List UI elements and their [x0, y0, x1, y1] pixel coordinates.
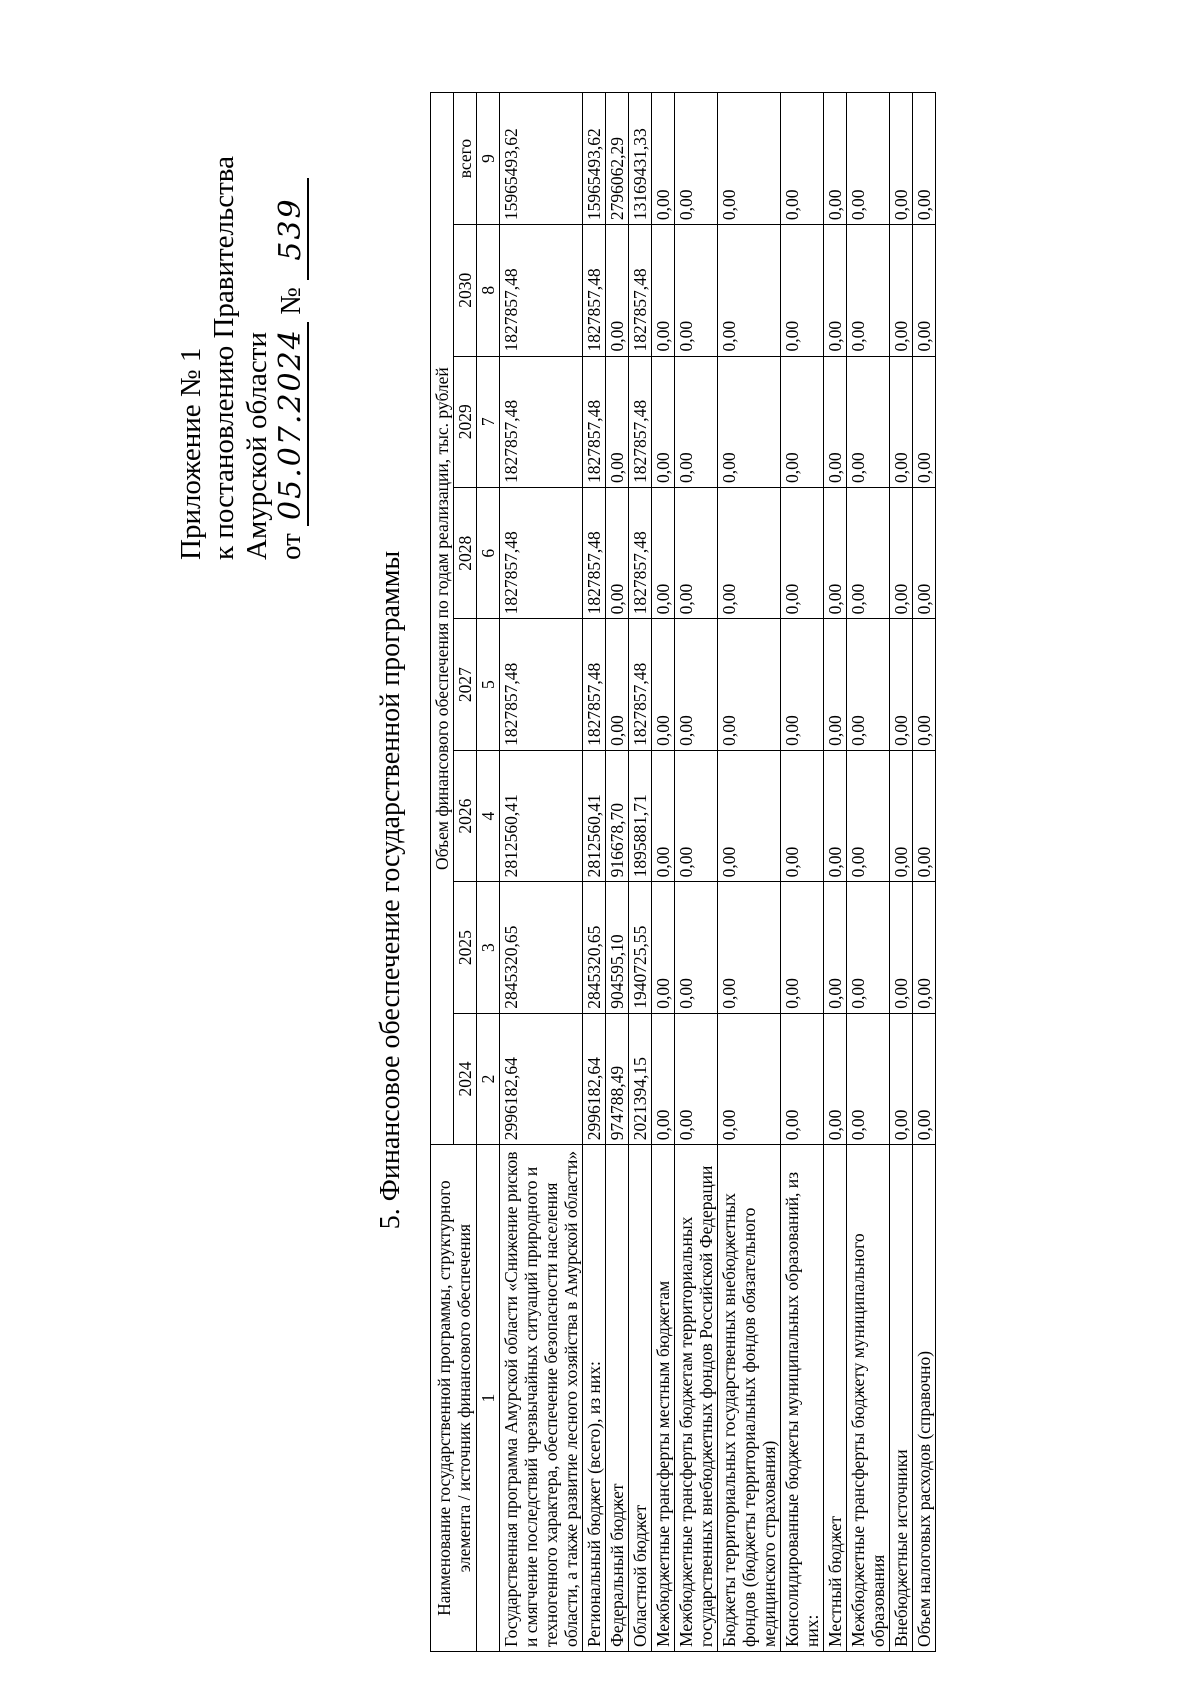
row-value: 2996182,64: [583, 1013, 606, 1144]
row-value: 0,00: [913, 750, 936, 881]
row-value: 916678,70: [606, 750, 629, 881]
row-value: 0,00: [824, 356, 847, 487]
row-value: 1827857,48: [583, 619, 606, 750]
table-row: [847, 93, 890, 1652]
row-value: 1827857,48: [629, 225, 652, 356]
row-label: Межбюджетные трансферты местным бюджетам: [652, 1145, 675, 1652]
row-value: 13169431,33: [629, 93, 652, 225]
handwritten-number: 539: [274, 178, 309, 280]
row-label: Консолидированные бюджеты муниципальных образований, из них:: [781, 1145, 824, 1652]
table-header-row: [431, 93, 454, 1652]
row-value: 15965493,62: [583, 93, 606, 225]
row-label: Областной бюджет: [629, 1145, 652, 1652]
row-value: 0,00: [847, 487, 890, 618]
row-value: 0,00: [606, 487, 629, 618]
table-row: [606, 93, 629, 1652]
row-value: 0,00: [781, 882, 824, 1013]
column-number: 7: [477, 356, 500, 487]
row-value: 1827857,48: [629, 487, 652, 618]
year-header: 2024: [454, 1013, 477, 1144]
row-value: 2845320,65: [583, 882, 606, 1013]
section-title: 5. Финансовое обеспечение государственной программы: [375, 550, 406, 1230]
row-value: 1827857,48: [500, 225, 583, 356]
year-header: 2030: [454, 225, 477, 356]
rotated-landscape-content: [20, 60, 1150, 1660]
column-number: 8: [477, 225, 500, 356]
row-value: 0,00: [652, 225, 675, 356]
row-value: 0,00: [913, 619, 936, 750]
row-value: 2021394,15: [629, 1013, 652, 1144]
row-value: 0,00: [606, 356, 629, 487]
row-value: 0,00: [890, 487, 913, 618]
handwritten-date: 05.07.2024: [274, 322, 309, 526]
row-value: 0,00: [675, 487, 718, 618]
row-value: 0,00: [781, 619, 824, 750]
row-value: 0,00: [718, 1013, 781, 1144]
column-number: 3: [477, 882, 500, 1013]
row-value: 0,00: [718, 225, 781, 356]
column-number: 9: [477, 93, 500, 225]
row-value: 0,00: [652, 882, 675, 1013]
year-header: 2028: [454, 487, 477, 618]
row-value: 0,00: [652, 356, 675, 487]
row-value: 0,00: [652, 93, 675, 225]
row-value: 0,00: [847, 225, 890, 356]
column-number: 1: [477, 1145, 500, 1652]
row-label: Бюджеты территориальных государственных внебюджетных фондов (бюджеты территориальных фондов обязательного медицинского страхования): [718, 1145, 781, 1652]
table-row: [583, 93, 606, 1652]
date-prefix: от: [275, 533, 307, 560]
table-row: [500, 93, 583, 1652]
row-value: 0,00: [824, 750, 847, 881]
row-value: 0,00: [781, 225, 824, 356]
row-value: 0,00: [652, 1013, 675, 1144]
row-label: Государственная программа Амурской области «Снижение рисков и смягчение последствий чрезвычайных ситуаций природного и техногенного характера, обеспечение безопасности населения области, а также развитие лесного хозяйства в Амурской области»: [500, 1145, 583, 1652]
row-value: 0,00: [847, 750, 890, 881]
row-value: 0,00: [652, 750, 675, 881]
row-value: 0,00: [913, 93, 936, 225]
row-value: 1827857,48: [500, 487, 583, 618]
row-value: 0,00: [718, 93, 781, 225]
row-value: 0,00: [606, 619, 629, 750]
row-value: 0,00: [781, 93, 824, 225]
row-label: Региональный бюджет (всего), из них:: [583, 1145, 606, 1652]
row-value: 0,00: [890, 356, 913, 487]
appendix-title: Приложение № 1: [175, 347, 207, 560]
column-header-name: Наименование государственной программы, структурного элемента / источник финансового обеспечения: [431, 1145, 477, 1652]
column-number: 2: [477, 1013, 500, 1144]
row-value: 0,00: [824, 1013, 847, 1144]
row-value: 2812560,41: [583, 750, 606, 881]
row-value: 0,00: [913, 487, 936, 618]
row-value: 0,00: [675, 356, 718, 487]
row-value: 0,00: [675, 619, 718, 750]
row-value: 0,00: [675, 1013, 718, 1144]
row-value: 2796062,29: [606, 93, 629, 225]
row-value: 0,00: [675, 225, 718, 356]
row-value: 15965493,62: [500, 93, 583, 225]
row-label: Межбюджетные трансферты бюджетам территориальных государственных внебюджетных фондов Российской Федерации: [675, 1145, 718, 1652]
table-row: [718, 93, 781, 1652]
column-numbers-row: [477, 93, 500, 1652]
row-value: 0,00: [913, 882, 936, 1013]
table-row: [675, 93, 718, 1652]
appendix-decree-line: к постановлению Правительства: [208, 156, 240, 560]
row-value: 0,00: [847, 1013, 890, 1144]
table-row: [913, 93, 936, 1652]
row-value: 0,00: [718, 356, 781, 487]
row-value: 0,00: [890, 882, 913, 1013]
row-label: Внебюджетные источники: [890, 1145, 913, 1652]
row-value: 0,00: [675, 882, 718, 1013]
row-value: 2996182,64: [500, 1013, 583, 1144]
row-label: Федеральный бюджет: [606, 1145, 629, 1652]
row-value: 0,00: [652, 619, 675, 750]
row-value: 1827857,48: [583, 225, 606, 356]
row-value: 0,00: [675, 93, 718, 225]
row-value: 0,00: [718, 619, 781, 750]
row-value: 0,00: [718, 882, 781, 1013]
row-value: 0,00: [890, 225, 913, 356]
row-value: 0,00: [847, 882, 890, 1013]
year-header: 2025: [454, 882, 477, 1013]
row-value: 0,00: [824, 225, 847, 356]
column-number: 5: [477, 619, 500, 750]
row-label: Объем налоговых расходов (справочно): [913, 1145, 936, 1652]
row-value: 1827857,48: [629, 356, 652, 487]
year-header: 2027: [454, 619, 477, 750]
table-row: [629, 93, 652, 1652]
row-value: 0,00: [847, 619, 890, 750]
row-value: 0,00: [781, 1013, 824, 1144]
column-number: 4: [477, 750, 500, 881]
row-value: 0,00: [718, 750, 781, 881]
row-value: 0,00: [824, 619, 847, 750]
row-value: 2845320,65: [500, 882, 583, 1013]
table-row: [781, 93, 824, 1652]
row-value: 0,00: [847, 93, 890, 225]
table-row: [890, 93, 913, 1652]
row-value: 0,00: [913, 1013, 936, 1144]
row-value: 1827857,48: [583, 356, 606, 487]
row-value: 0,00: [781, 487, 824, 618]
financing-table: [430, 92, 936, 1652]
row-value: 0,00: [824, 487, 847, 618]
appendix-date-line: [274, 80, 309, 560]
row-label: Межбюджетные трансферты бюджету муниципального образования: [847, 1145, 890, 1652]
row-value: 1827857,48: [500, 356, 583, 487]
row-value: 1940725,55: [629, 882, 652, 1013]
table-row: [824, 93, 847, 1652]
row-value: 0,00: [913, 225, 936, 356]
row-value: 0,00: [824, 882, 847, 1013]
row-value: 0,00: [606, 225, 629, 356]
year-header: 2029: [454, 356, 477, 487]
row-value: 1827857,48: [583, 487, 606, 618]
row-value: 1895881,71: [629, 750, 652, 881]
total-header: всего: [454, 93, 477, 225]
table-row: [652, 93, 675, 1652]
number-sign: №: [275, 287, 307, 315]
row-value: 0,00: [890, 619, 913, 750]
row-value: 0,00: [652, 487, 675, 618]
row-value: 974788,49: [606, 1013, 629, 1144]
row-label: Местный бюджет: [824, 1145, 847, 1652]
row-value: 0,00: [890, 1013, 913, 1144]
row-value: 0,00: [781, 356, 824, 487]
appendix-header: [175, 80, 309, 560]
row-value: 0,00: [890, 93, 913, 225]
volume-header: Объем финансового обеспечения по годам реализации, тыс. рублей: [431, 93, 454, 1145]
column-number: 6: [477, 487, 500, 618]
row-value: 1827857,48: [500, 619, 583, 750]
table-body: [500, 93, 936, 1652]
row-value: 0,00: [718, 487, 781, 618]
row-value: 0,00: [824, 93, 847, 225]
row-value: 0,00: [913, 356, 936, 487]
row-value: 0,00: [890, 750, 913, 881]
row-value: 0,00: [847, 356, 890, 487]
row-value: 904595,10: [606, 882, 629, 1013]
appendix-region-line: Амурской области: [241, 332, 273, 560]
row-value: 0,00: [781, 750, 824, 881]
row-value: 2812560,41: [500, 750, 583, 881]
row-value: 1827857,48: [629, 619, 652, 750]
year-header: 2026: [454, 750, 477, 881]
row-value: 0,00: [675, 750, 718, 881]
